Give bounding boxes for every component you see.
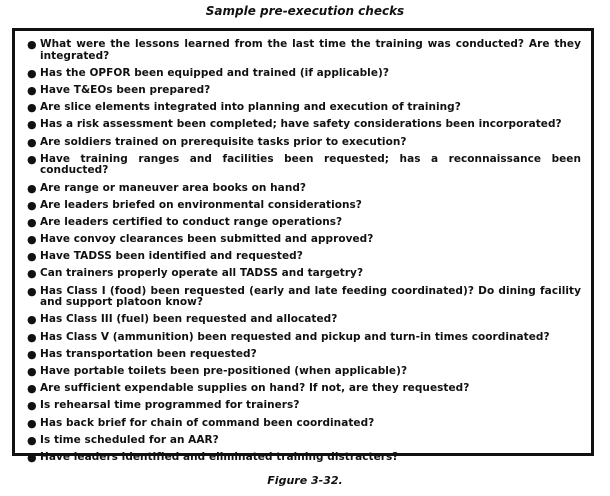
checklist-item bbox=[27, 154, 581, 177]
checklist-item bbox=[27, 452, 581, 464]
checklist-item bbox=[27, 435, 581, 447]
checklist-item-text: Has the OPFOR been equipped and trained (if applicable)? bbox=[40, 66, 389, 79]
checklist-item bbox=[27, 286, 581, 309]
bullet-icon: ● bbox=[27, 250, 37, 264]
checklist-item-text: Are leaders briefed on environmental considerations? bbox=[40, 198, 362, 211]
bullet-icon: ● bbox=[27, 347, 37, 361]
bullet-icon: ● bbox=[27, 152, 37, 166]
checklist-item bbox=[27, 137, 581, 149]
bullet-icon: ● bbox=[27, 267, 37, 281]
checklist-item-text: Has back brief for chain of command been coordinated? bbox=[40, 416, 375, 429]
checklist-item-text: Are sufficient expendable supplies on hand? If not, are they requested? bbox=[40, 382, 470, 395]
figure-caption: Figure 3-32. bbox=[267, 474, 343, 487]
bullet-icon: ● bbox=[27, 382, 37, 396]
checklist-item bbox=[27, 234, 581, 246]
checklist-item bbox=[27, 268, 581, 280]
checklist-item-text: Is time scheduled for an AAR? bbox=[40, 433, 219, 446]
checklist-item-text: Are slice elements integrated into planning and execution of training? bbox=[40, 101, 461, 114]
bullet-icon: ● bbox=[27, 313, 37, 327]
checklist-item-text: Has Class I (food) been requested (early and late feeding coordinated)? Do dining facility and support platoon know? bbox=[40, 284, 581, 309]
bullet-icon: ● bbox=[27, 399, 37, 413]
checklist-item bbox=[27, 200, 581, 212]
bullet-icon: ● bbox=[27, 233, 37, 247]
bullet-icon: ● bbox=[27, 38, 37, 51]
bullet-icon: ● bbox=[27, 101, 37, 115]
checklist-item bbox=[27, 400, 581, 412]
bullet-icon: ● bbox=[27, 198, 37, 212]
bullet-icon: ● bbox=[27, 364, 37, 378]
checklist-item bbox=[27, 183, 581, 195]
checklist-item-text: Are soldiers trained on prerequisite tasks prior to execution? bbox=[40, 135, 407, 148]
checklist-item bbox=[27, 68, 581, 80]
checklist-item-text: Can trainers properly operate all TADSS and targetry? bbox=[40, 267, 364, 280]
checklist bbox=[15, 31, 591, 464]
checklist-item-text: Has a risk assessment been completed; have safety considerations been incorporated? bbox=[40, 118, 562, 131]
checklist-item-text: What were the lessons learned from the last time the training was conducted? Are they integrated? bbox=[40, 38, 581, 62]
figure-title: Sample pre-execution checks bbox=[205, 4, 405, 18]
bullet-icon: ● bbox=[27, 330, 37, 344]
checklist-item-text: Has Class V (ammunition) been requested and pickup and turn-in times coordinated? bbox=[40, 330, 550, 343]
checklist-item bbox=[27, 366, 581, 378]
checklist-item bbox=[27, 102, 581, 114]
checklist-box bbox=[12, 28, 594, 464]
checklist-item-text: Have convoy clearances been submitted and approved? bbox=[40, 233, 374, 246]
checklist-item bbox=[27, 217, 581, 229]
checklist-item bbox=[27, 85, 581, 97]
bullet-icon: ● bbox=[27, 284, 37, 298]
bullet-icon: ● bbox=[27, 215, 37, 229]
checklist-item-text: Is rehearsal time programmed for trainers? bbox=[40, 399, 300, 412]
bullet-icon: ● bbox=[27, 83, 37, 97]
checklist-item-text: Are leaders certified to conduct range operations? bbox=[40, 215, 343, 228]
bullet-icon: ● bbox=[27, 181, 37, 195]
bullet-icon: ● bbox=[27, 118, 37, 132]
checklist-item bbox=[27, 251, 581, 263]
checklist-item bbox=[27, 383, 581, 395]
bullet-icon: ● bbox=[27, 135, 37, 149]
checklist-item-text: Have training ranges and facilities been requested; has a reconnaissance been conducted? bbox=[40, 152, 581, 177]
checklist-item bbox=[27, 349, 581, 361]
checklist-item-text: Are range or maneuver area books on hand? bbox=[40, 181, 307, 194]
checklist-item bbox=[27, 314, 581, 326]
checklist-item-text: Have T&EOs been prepared? bbox=[40, 83, 211, 96]
checklist-item bbox=[27, 39, 581, 62]
checklist-item-text: Have leaders identified and eliminated training distracters? bbox=[40, 450, 399, 463]
bullet-icon: ● bbox=[27, 433, 37, 447]
bullet-icon: ● bbox=[27, 450, 37, 464]
bullet-icon: ● bbox=[27, 66, 37, 80]
checklist-item-text: Has transportation been requested? bbox=[40, 347, 257, 360]
checklist-item bbox=[27, 418, 581, 430]
checklist-item-text: Has Class III (fuel) been requested and allocated? bbox=[40, 313, 338, 326]
checklist-item-text: Have portable toilets been pre-positioned (when applicable)? bbox=[40, 364, 408, 377]
checklist-item bbox=[27, 119, 581, 131]
bullet-icon: ● bbox=[27, 416, 37, 430]
checklist-item-text: Have TADSS been identified and requested? bbox=[40, 250, 303, 263]
checklist-item bbox=[27, 332, 581, 344]
